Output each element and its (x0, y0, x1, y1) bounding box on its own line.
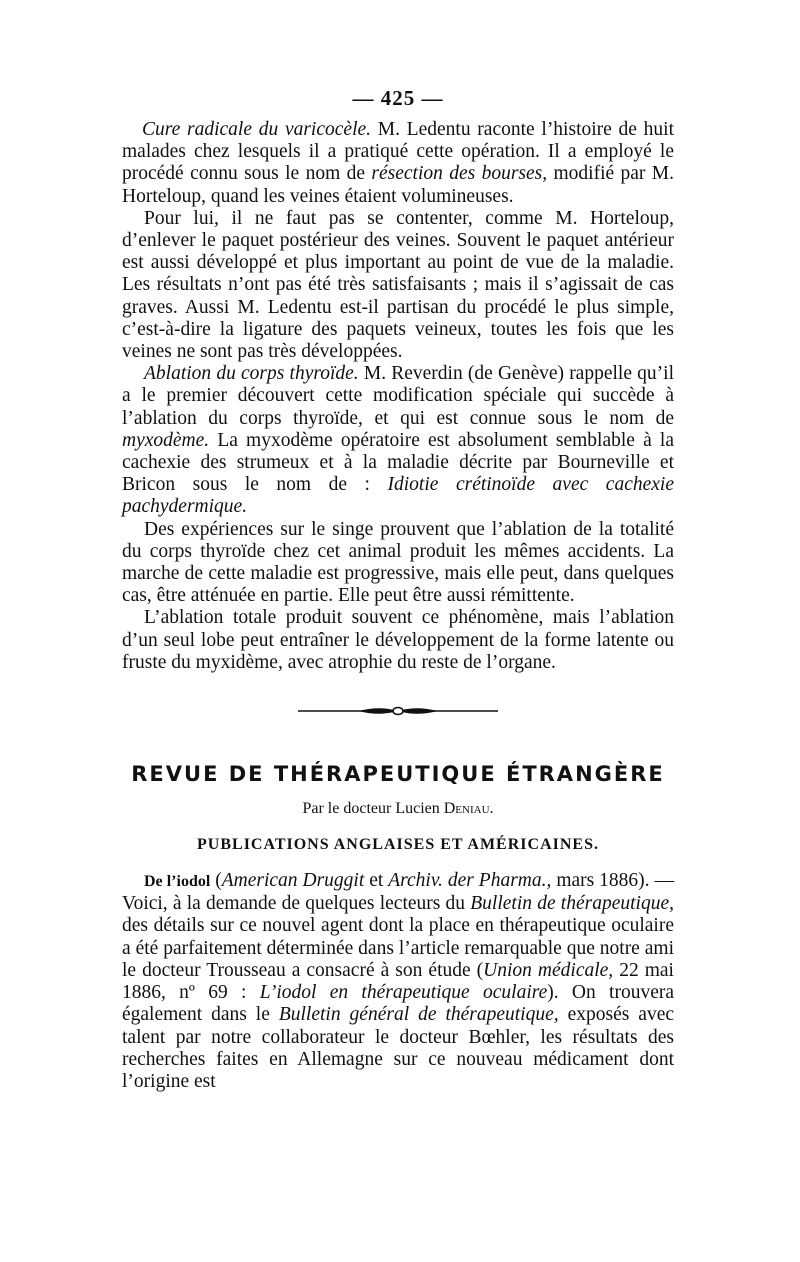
ornament-divider (298, 704, 498, 718)
paragraph-thyroide: Ablation du corps thyroïde. M. Reverdin (de Genève) rappelle qu’il a le premier découvert cette modification spéciale qui succède à l’ablation du corps thyroïde, et qui est connue sous le nom de myxodème. La myxodème opératoire est absolument semblable à la cachexie des strumeux et à la maladie décrite par Bourneville et Bricon sous le nom de : Idiotie crétinoïde avec cachexie pachydermique. (122, 363, 674, 518)
paragraph-experiences: Des expériences sur le singe prouvent que l’ablation de la totalité du corps thyroïde chez cet animal produit les mêmes accidents. La marche de cette maladie est progressive, mais elle peut, dans quelques cas, être atténuée en partie. Elle peut être aussi rémittente. (122, 518, 674, 607)
paragraph-varicocele: Cure radicale du varicocèle. M. Ledentu raconte l’histoire de huit malades chez lesquels il a pratiqué cette opération. Il a employé le procédé connu sous le nom de résection des bourses, modifié par M. Horteloup, quand les veines étaient volumineuses. (122, 119, 674, 207)
paragraph-lead: De l’iodol (144, 873, 211, 891)
paragraph-title: Ablation du corps thyroïde. (144, 363, 359, 385)
paragraph-ablation-totale: L’ablation totale produit souvent ce phénomène, mais l’ablation d’un seul lobe peut entraîner le développement de la forme latente ou fruste du myxidème, avec atrophie du reste de l’organe. (122, 607, 674, 673)
byline: Par le docteur Lucien Deniau. (302, 800, 494, 818)
paragraph-iodol: De l’iodol (American Druggit et Archiv. der Pharma., mars 1886). — Voici, à la demande de quelques lecteurs du Bulletin de thérapeutique, des détails sur ce nouvel agent dont la place en thérapeutique oculaire a été parfaitement déterminée dans l’article remarquable que notre ami le docteur Trousseau a consacré à son étude (Union médicale, 22 mai 1886, nº 69 : L’iodol en thérapeutique oculaire). On trouvera également dans le Bulletin général de thérapeutique, exposés avec talent par notre collaborateur le docteur Bœhler, les résultats des recherches faites en Allemagne sur ce nouveau médicament dont l’origine est (122, 870, 675, 1092)
page-body (122, 86, 674, 1093)
paragraph-horteloup: Pour lui, il ne faut pas se contenter, comme M. Horteloup, d’enlever le paquet postérieur des veines. Souvent le paquet antérieur est aussi développé et plus important au point de vue de la maladie. Les résultats n’ont pas été très satisfaisants ; mais il s’agissait de cas graves. Aussi M. Ledentu est-il partisan du procédé le plus simple, c’est-à-dire la ligature des paquets veineux, toutes les fois que les veines ne sont pas très développées. (122, 207, 674, 363)
subsection-title: PUBLICATIONS ANGLAISES ET AMÉRICAINES. (197, 836, 599, 854)
paragraph-title: Cure radicale du varicocèle. (142, 119, 372, 140)
author-name: Deniau. (443, 800, 494, 818)
section-title: REVUE DE THÉRAPEUTIQUE ÉTRANGÈRE (131, 762, 665, 787)
page-number: — 425 — (352, 86, 444, 110)
